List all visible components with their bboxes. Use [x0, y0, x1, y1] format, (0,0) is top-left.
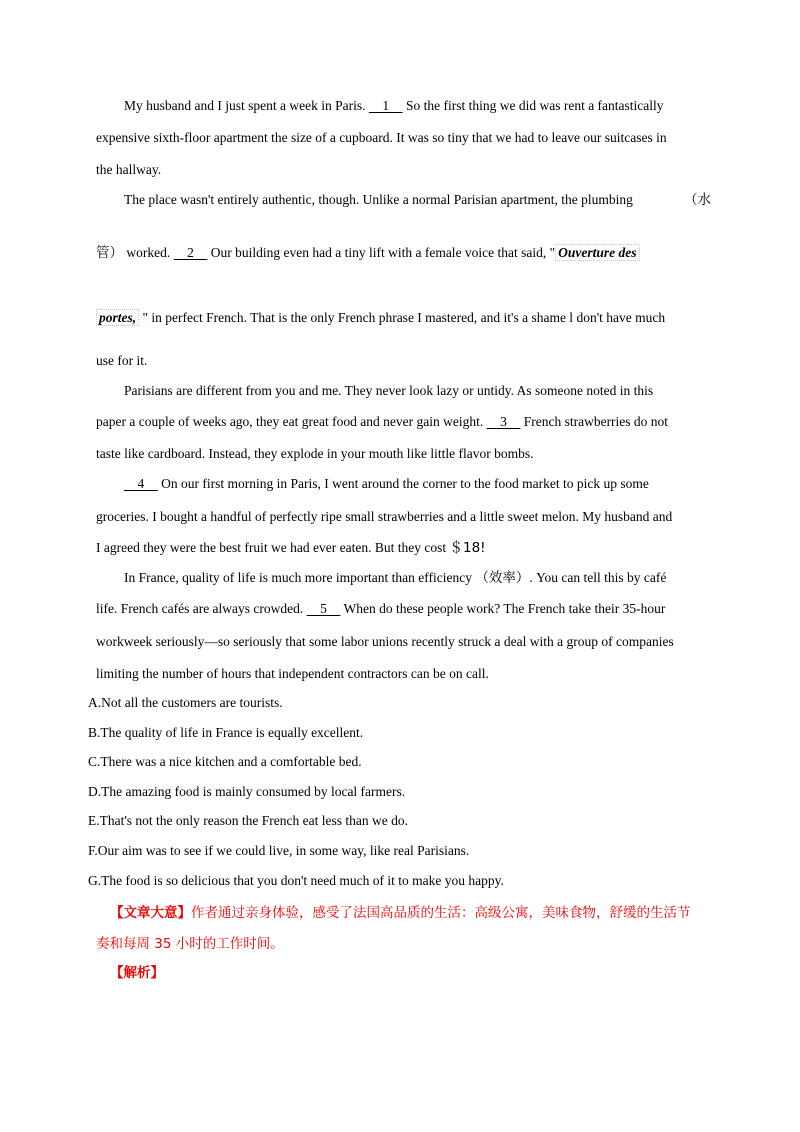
french-phrase: portes,: [96, 309, 139, 326]
cjk-annotation: （水: [684, 192, 711, 208]
passage-line: [96, 309, 665, 327]
french-phrase: Ouverture des: [555, 244, 639, 261]
passage-line: taste like cardboard. Instead, they explode in your mouth like little flavor bombs.: [96, 446, 534, 461]
passage-line: [124, 569, 666, 587]
passage-line: limiting the number of hours that independent contractors can be on call.: [96, 666, 489, 681]
option-a: A.Not all the customers are tourists.: [88, 695, 283, 710]
passage-line: [124, 475, 649, 493]
passage-text: My husband and I just spent a week in Paris.: [124, 98, 366, 113]
summary-line: [110, 904, 691, 922]
passage-text: In France, quality of life is much more important than efficiency: [124, 570, 473, 585]
passage-text: " in perfect French. That is the only French phrase I mastered, and it's a shame l don't have much: [142, 310, 666, 325]
blank-5: 5: [306, 601, 341, 616]
passage-line: Parisians are different from you and me. They never look lazy or untidy. As someone noted in this: [124, 383, 654, 398]
passage-text: . You can tell this by café: [529, 570, 667, 585]
passage-text: On our first morning in Paris, I went around the corner to the food market to pick up some: [161, 476, 649, 491]
option-c: C.There was a nice kitchen and a comfortable bed.: [88, 754, 362, 769]
passage-line: [96, 244, 640, 262]
option-b: B.The quality of life in France is equally excellent.: [88, 725, 364, 740]
passage-text: French strawberries do not: [523, 414, 669, 429]
passage-text: Our building even had a tiny lift with a female voice that said, ": [210, 245, 556, 260]
blank-1: 1: [368, 98, 403, 113]
price-text: ＄18!: [449, 540, 486, 556]
analysis-label: 【解析】: [110, 965, 164, 981]
passage-line: the hallway.: [96, 162, 162, 177]
passage-line: expensive sixth-floor apartment the size of a cupboard. It was so tiny that we had to leave our suitcases in: [96, 130, 667, 145]
option-d: D.The amazing food is mainly consumed by local farmers.: [88, 784, 406, 799]
passage-text: So the first thing we did was rent a fantastically: [405, 98, 664, 113]
passage-text: The place wasn't entirely authentic, though. Unlike a normal Parisian apartment, the plumbing: [124, 192, 633, 207]
summary-label: 【文章大意】: [110, 905, 191, 921]
passage-line: use for it.: [96, 353, 148, 368]
passage-line: [124, 191, 633, 209]
blank-4: 4: [124, 476, 158, 491]
summary-text: 作者通过亲身体验，感受了法国高品质的生活：高级公寓，美味食物，舒缓的生活节: [191, 905, 691, 921]
option-f: F.Our aim was to see if we could live, in some way, like real Parisians.: [88, 843, 470, 858]
passage-text: worked.: [126, 245, 171, 260]
option-g: G.The food is so delicious that you don't need much of it to make you happy.: [88, 873, 504, 888]
passage-text: I agreed they were the best fruit we had ever eaten. But they cost: [96, 540, 447, 555]
passage-line: workweek seriously—so seriously that some labor unions recently struck a deal with a group of companies: [96, 634, 674, 649]
blank-3: 3: [486, 414, 521, 429]
cjk-annotation: 管）: [96, 245, 123, 261]
passage-line: [124, 97, 664, 115]
blank-2: 2: [173, 245, 208, 260]
passage-line: [96, 539, 486, 557]
passage-line: [96, 600, 665, 618]
passage-text: paper a couple of weeks ago, they eat great food and never gain weight.: [96, 414, 484, 429]
passage-text: When do these people work? The French take their 35-hour: [343, 601, 666, 616]
cjk-annotation: （效率）: [475, 570, 530, 586]
passage-line: [96, 413, 668, 431]
option-e: E.That's not the only reason the French eat less than we do.: [88, 813, 408, 828]
passage-line: groceries. I bought a handful of perfectly ripe small strawberries and a little sweet melon. My husband and: [96, 509, 673, 524]
summary-line: 奏和每周 35 小时的工作时间。: [96, 936, 284, 952]
passage-text: life. French cafés are always crowded.: [96, 601, 304, 616]
